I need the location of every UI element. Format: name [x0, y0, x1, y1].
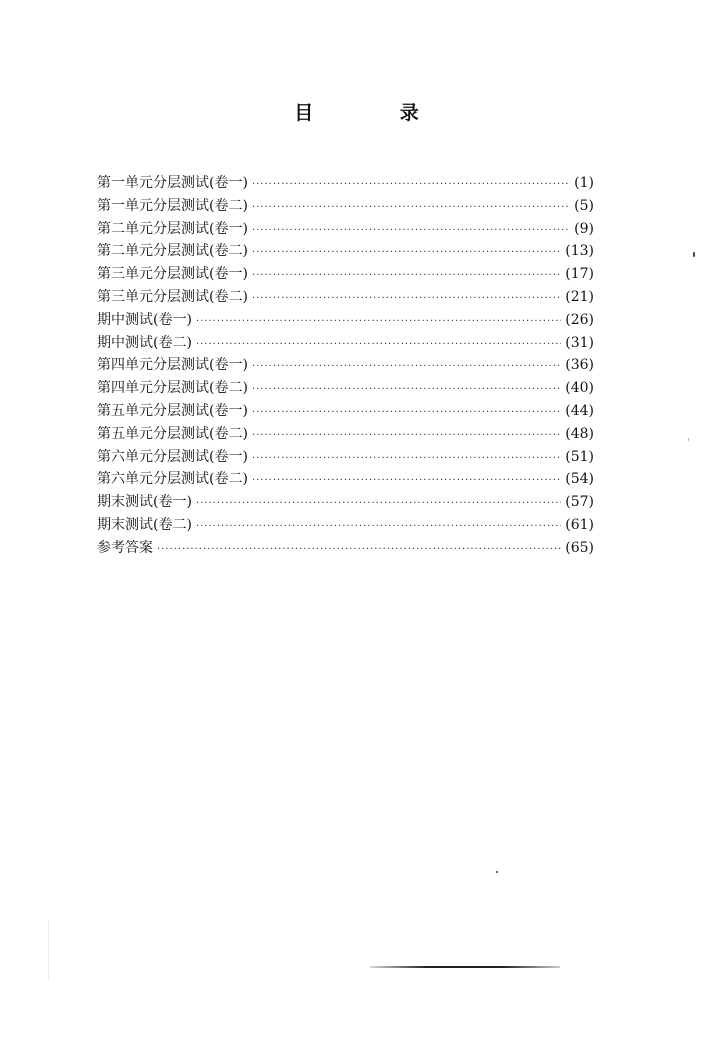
toc-entry[interactable] — [97, 514, 594, 537]
toc-entry-label: 期末测试(卷一) — [97, 494, 192, 511]
toc-entry-label: 第二单元分层测试(卷二) — [97, 243, 248, 260]
toc-entry[interactable] — [97, 286, 594, 309]
toc-entry-page: (5) — [574, 197, 594, 214]
toc-entry-page: (57) — [565, 494, 594, 511]
toc-entry-page: (13) — [565, 243, 594, 260]
toc-entry[interactable] — [97, 423, 594, 446]
toc-leader-dots — [157, 539, 561, 562]
toc-entry-page: (54) — [565, 471, 594, 488]
toc-entry-page: (31) — [565, 334, 594, 351]
toc-entry-label: 期末测试(卷二) — [97, 516, 192, 533]
toc-leader-dots — [252, 242, 561, 265]
scan-speck — [496, 871, 498, 873]
scan-speck — [688, 438, 689, 441]
toc-leader-dots — [196, 311, 561, 334]
toc-entry-page: (36) — [565, 357, 594, 374]
toc-entry-page: (21) — [565, 288, 594, 305]
toc-entry[interactable] — [97, 332, 594, 355]
toc-entry-label: 第一单元分层测试(卷二) — [97, 197, 248, 214]
toc-entry-label: 第三单元分层测试(卷一) — [97, 266, 248, 283]
toc-entry[interactable] — [97, 218, 594, 241]
toc-entry-label: 期中测试(卷二) — [97, 334, 192, 351]
toc-entry[interactable] — [97, 263, 594, 286]
toc-entry-page: (26) — [565, 311, 594, 328]
toc-entry-label: 第六单元分层测试(卷二) — [97, 471, 248, 488]
toc-entry-label: 第二单元分层测试(卷一) — [97, 220, 248, 237]
toc-leader-dots — [252, 402, 561, 425]
scan-artifact-line — [370, 966, 560, 968]
toc-entry-label: 参考答案 — [97, 539, 153, 556]
toc-leader-dots — [252, 448, 561, 471]
toc-leader-dots — [252, 379, 561, 402]
toc-entry-page: (61) — [565, 516, 594, 533]
toc-entry[interactable] — [97, 377, 594, 400]
toc-entry[interactable] — [97, 537, 594, 560]
toc-entry-label: 第三单元分层测试(卷二) — [97, 288, 248, 305]
toc-entry[interactable] — [97, 354, 594, 377]
toc-entry-page: (44) — [565, 402, 594, 419]
toc-entry-page: (40) — [565, 380, 594, 397]
toc-leader-dots — [196, 334, 561, 357]
toc-leader-dots — [252, 356, 561, 379]
toc-leader-dots — [252, 425, 561, 448]
toc-entry-page: (1) — [574, 175, 594, 191]
toc-leader-dots — [252, 220, 570, 243]
toc-entry-page: (17) — [565, 266, 594, 283]
toc-entry[interactable] — [97, 195, 594, 218]
toc-leader-dots — [252, 470, 561, 493]
toc-entry[interactable] — [97, 400, 594, 423]
toc-entry-label: 第五单元分层测试(卷二) — [97, 425, 248, 442]
toc-entry[interactable] — [97, 468, 594, 491]
toc-entry-page: (65) — [565, 539, 594, 556]
toc-entry[interactable] — [97, 446, 594, 469]
toc-leader-dots — [196, 493, 561, 516]
toc-entry-label: 期中测试(卷一) — [97, 311, 192, 328]
toc-leader-dots — [252, 288, 561, 311]
toc-entry[interactable] — [97, 240, 594, 263]
toc-entry[interactable] — [97, 491, 594, 514]
toc-entry[interactable] — [97, 172, 594, 195]
toc-entry[interactable] — [97, 309, 594, 332]
table-of-contents — [97, 172, 594, 560]
toc-leader-dots — [252, 174, 570, 197]
scan-speck — [693, 252, 695, 257]
page-title: 目 录 — [294, 102, 459, 124]
toc-leader-dots — [252, 197, 570, 220]
toc-entry-label: 第四单元分层测试(卷二) — [97, 380, 248, 397]
toc-entry-page: (9) — [574, 220, 594, 237]
toc-leader-dots — [252, 265, 561, 288]
toc-entry-page: (51) — [565, 448, 594, 465]
toc-entry-label: 第五单元分层测试(卷一) — [97, 402, 248, 419]
scan-edge-shadow — [48, 920, 49, 980]
toc-entry-label: 第六单元分层测试(卷一) — [97, 448, 248, 465]
toc-entry-page: (48) — [565, 425, 594, 442]
toc-entry-label: 第一单元分层测试(卷一) — [97, 175, 248, 191]
toc-leader-dots — [196, 516, 561, 539]
toc-entry-label: 第四单元分层测试(卷一) — [97, 357, 248, 374]
